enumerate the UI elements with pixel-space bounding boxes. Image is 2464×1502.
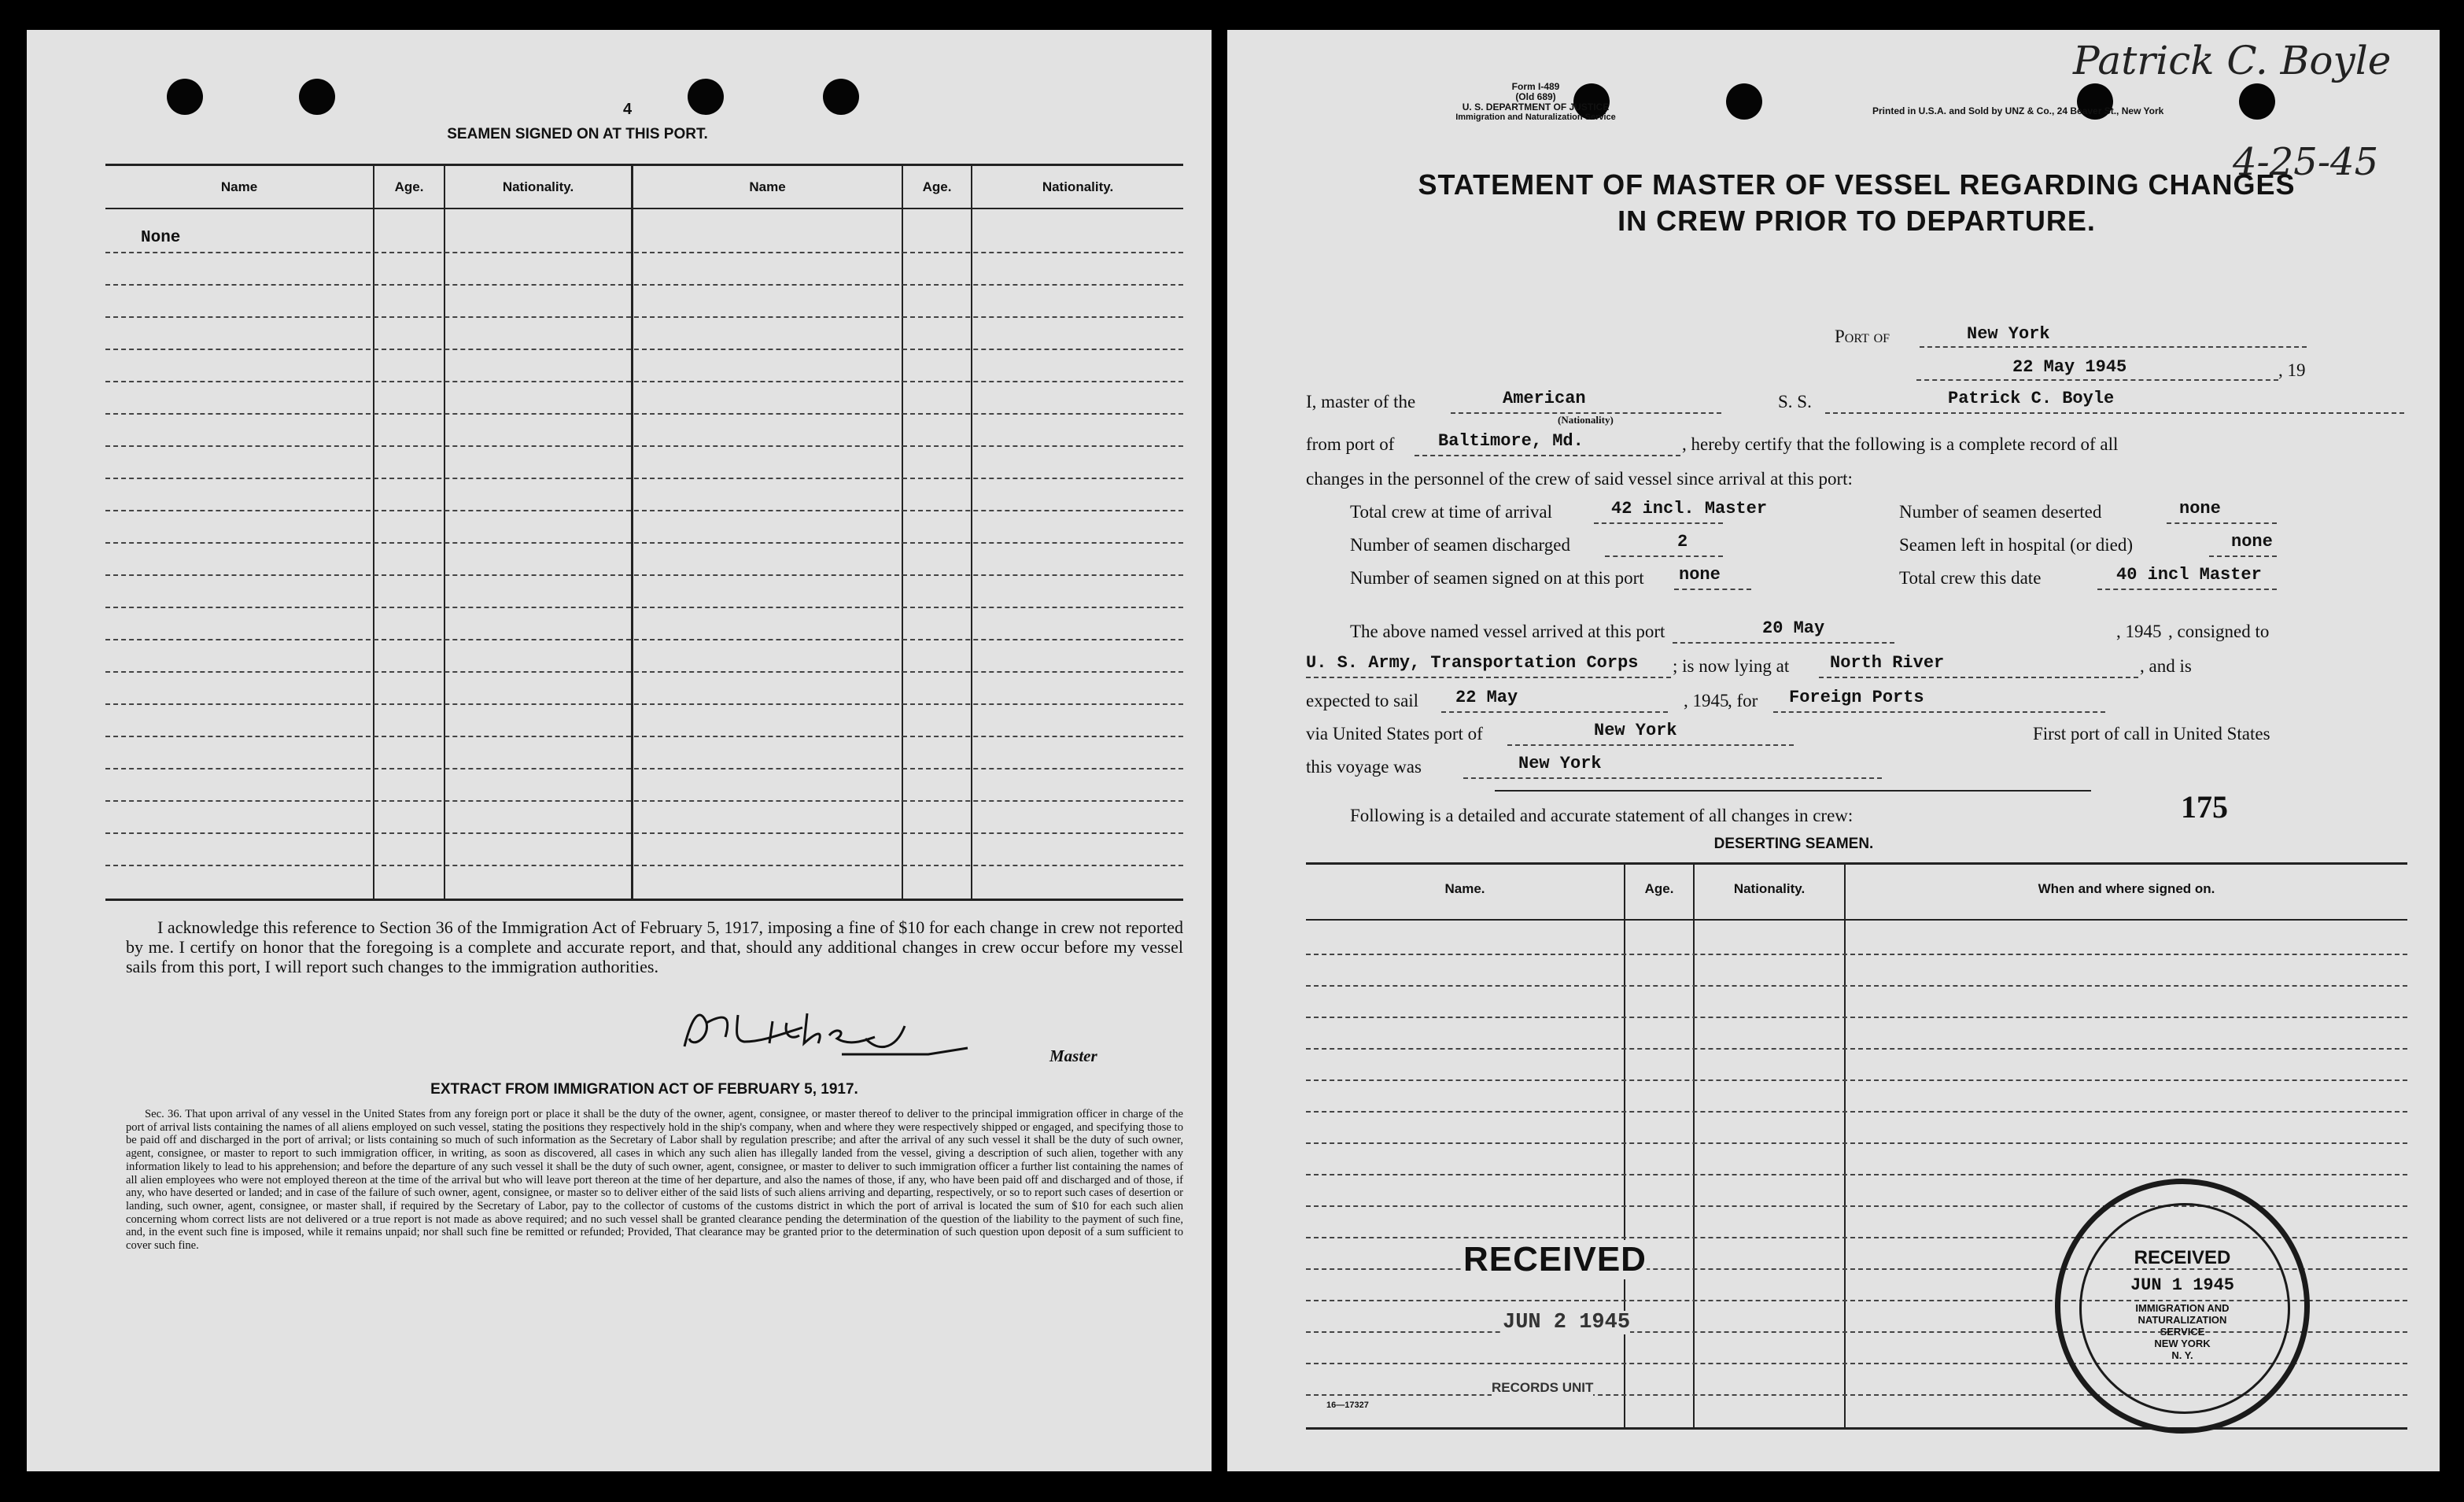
deserting-table-top — [1306, 862, 2407, 865]
lying-value: North River — [1830, 653, 1945, 673]
divider-rule — [1495, 790, 2091, 792]
arrived-year: , 1945 — [2116, 622, 2162, 641]
form-title-line2: IN CREW PRIOR TO DEPARTURE. — [1617, 205, 2096, 237]
round-stamp-line1: IMMIGRATION AND — [2135, 1302, 2230, 1314]
page-number: 4 — [623, 101, 633, 118]
round-stamp-line5: N. Y. — [2171, 1349, 2193, 1361]
changes-text: changes in the personnel of the crew of said vessel since arrival at this port: — [1306, 469, 1853, 489]
punch-hole — [1726, 83, 1762, 120]
ruled-row — [105, 607, 1183, 608]
ruled-row — [105, 445, 1183, 447]
deserting-col-name: Name. — [1444, 881, 1485, 896]
round-stamp-date: JUN 1 1945 — [2130, 1275, 2235, 1295]
col-header-name-2: Name — [749, 179, 786, 194]
ruled-row — [105, 865, 1183, 866]
deserting-col-divider — [1624, 864, 1625, 1427]
ruled-row — [1306, 1017, 2407, 1018]
column-divider — [902, 165, 903, 899]
extract-title: EXTRACT FROM IMMIGRATION ACT OF FEBRUARY 5, 1917. — [430, 1081, 858, 1098]
total-this-date-value: 40 incl Master — [2116, 565, 2262, 585]
ruled-row — [105, 252, 1183, 253]
col-header-nationality-2: Nationality. — [1042, 179, 1114, 194]
ruled-row — [105, 510, 1183, 511]
sail-year: , 1945 — [1684, 691, 1729, 710]
vessel-name: Patrick C. Boyle — [1948, 389, 2115, 408]
ruled-row — [105, 478, 1183, 479]
received-date: JUN 2 1945 — [1503, 1311, 1631, 1334]
records-unit: RECORDS UNIT — [1492, 1380, 1594, 1395]
column-divider — [444, 165, 445, 899]
col-header-nationality: Nationality. — [502, 179, 574, 194]
department: U. S. DEPARTMENT OF JUSTICE — [1462, 101, 1610, 113]
hospital-label: Seamen left in hospital (or died) — [1899, 535, 2134, 555]
deserting-col-divider — [1844, 864, 1846, 1427]
col-header-name: Name — [220, 179, 258, 194]
total-this-date-label: Total crew this date — [1899, 568, 2042, 588]
certify-text: , hereby certify that the following is a complete record of all — [1682, 434, 2119, 454]
discharged-label: Number of seamen discharged — [1350, 535, 1570, 555]
hospital-value: none — [2231, 532, 2273, 552]
extract-body: Sec. 36. That upon arrival of any vessel in the United States from any foreign port or place it shall be the duty of the owner, agent, consignee, or master thereof to deliver to the principal immigration officer in charge of the port of arrival lists containing the names of all aliens employed on such vessel, stating the positions they respectively hold in the ship's company, when and where they were respectively shipped or engaged, and specifying those to be paid off and discharged in the port of arrival; or lists containing so much of such information as the Secretary of Labor shall by regulation prescribe; and after the arrival of any such vessel it shall be the duty of such owner, agent, consignee, or master to report to such immigration officer, in writing, as soon as discovered, all cases in which any such alien has illegally landed from the vessel, giving a description of such alien, together with any information likely to lead to his apprehension; and before the departure of any such vessel it shall be the duty of such owner, agent, consignee, or master to deliver to such immigration officer a further list containing the names of all alien employees who were not employed thereon at the time of the arrival but who will leave port thereon at the time of her departure, and also the names of those, if any, who have been paid off and discharged and of those, if any, who have deserted or landed; and in case of the failure of such owner, agent, consignee, or master so to deliver either of the said lists of such aliens arriving and departing, respectively, or so to report such cases of desertion or landing, such owner, agent, consignee, or master shall, if required by the Secretary of Labor, pay to the collector of customs of the customs district in which the port of arrival is located the sum of $10 for each such alien concerning whom correct lists are not delivered or a true report is not made as above required; and no such vessel shall be granted clearance pending the determination of the question of the liability to the payment of such fine, and, in the event such fine is imposed, while it remains unpaid; nor shall such fine be remitted or refunded; Provided, That clearance may be granted prior to the determination of such question upon deposit of a sum sufficient to cover such fine. — [126, 1108, 1183, 1253]
for-label: , for — [1728, 691, 1758, 710]
right-page — [1227, 30, 2440, 1471]
sail-label: expected to sail — [1306, 691, 1419, 710]
handwritten-date: 4-25-45 — [2233, 140, 2379, 184]
and-is-label: , and is — [2140, 656, 2192, 676]
form-header — [1363, 82, 1709, 123]
round-date-stamp — [2055, 1179, 2310, 1434]
port-label: Port of — [1835, 327, 1890, 346]
ruled-row — [105, 800, 1183, 802]
col-header-age: Age. — [394, 179, 424, 194]
consignee-value: U. S. Army, Transportation Corps — [1306, 653, 1639, 673]
punch-hole — [688, 79, 724, 115]
received-stamp: RECEIVED — [1463, 1240, 1647, 1279]
ruled-row — [1306, 985, 2407, 987]
first-entry: None — [141, 229, 181, 247]
ruled-row — [1306, 954, 2407, 955]
punch-hole — [823, 79, 859, 115]
deserting-col-nationality: Nationality. — [1733, 881, 1806, 896]
total-arrival-value: 42 incl. Master — [1611, 499, 1768, 519]
arrived-value: 20 May — [1762, 618, 1825, 638]
acknowledgement-text: I acknowledge this reference to Section 36 of the Immigration Act of February 5, 1917, imposing a fine of $10 for each change in crew not reported by me. I certify on honor that the foregoing is a complete and accurate report, and that, should any additional changes in crew occur before my vessel sails from this port, I will report such changes to the immigration authorities. — [126, 917, 1183, 976]
table-header-rule — [105, 208, 1183, 209]
lying-label: ; is now lying at — [1673, 656, 1790, 676]
arrived-label: The above named vessel arrived at this port — [1350, 622, 1665, 641]
service: Immigration and Naturalization Service — [1455, 113, 1616, 122]
ruled-row — [1306, 1142, 2407, 1144]
ruled-row — [105, 768, 1183, 769]
ruled-row — [1306, 1174, 2407, 1175]
deserting-col-age: Age. — [1644, 881, 1674, 896]
form-title-line1: STATEMENT OF MASTER OF VESSEL REGARDING CHANGES — [1418, 168, 2296, 201]
voyage-label: this voyage was — [1306, 757, 1422, 777]
master-signature — [669, 991, 976, 1070]
ruled-row — [105, 413, 1183, 415]
column-divider — [373, 165, 374, 899]
ruled-row — [1306, 1048, 2407, 1050]
left-page — [27, 30, 1212, 1471]
voyage-value: New York — [1518, 754, 1602, 773]
round-stamp-line3: SERVICE — [2160, 1326, 2205, 1338]
nationality-caption: (Nationality) — [1558, 414, 1614, 426]
ss-label: S. S. — [1778, 392, 1812, 411]
ruled-row — [105, 736, 1183, 737]
round-stamp-line2: NATURALIZATION — [2138, 1314, 2227, 1326]
year-prefix: , 19 — [2278, 360, 2306, 380]
master-label: Master — [1049, 1046, 1097, 1065]
signed-value: none — [1679, 565, 1721, 585]
from-port-value: Baltimore, Md. — [1438, 431, 1584, 451]
following-text: Following is a detailed and accurate statement of all changes in crew: — [1350, 806, 1854, 825]
ruled-row — [105, 542, 1183, 544]
table-top-rule — [105, 164, 1183, 166]
punch-hole — [299, 79, 335, 115]
nationality-value: American — [1503, 389, 1586, 408]
round-stamp-line4: NEW YORK — [2154, 1338, 2211, 1349]
sheet-number: 175 — [2181, 789, 2228, 825]
printer-credit: Printed in U.S.A. and Sold by UNZ & Co., 24 Beaver St., New York — [1872, 105, 2164, 116]
form-old-number: (Old 689) — [1515, 91, 1556, 102]
via-value: New York — [1594, 721, 1677, 740]
sail-value: 22 May — [1455, 688, 1518, 707]
deserting-title: DESERTING SEAMEN. — [1713, 836, 1874, 852]
ruled-row — [105, 316, 1183, 318]
ruled-row — [105, 703, 1183, 705]
consigned-label: , consigned to — [2168, 622, 2270, 641]
first-port-label: First port of call in United States — [2033, 724, 2270, 744]
deserted-value: none — [2179, 499, 2221, 519]
deserted-label: Number of seamen deserted — [1899, 502, 2102, 522]
punch-hole — [167, 79, 203, 115]
ruled-row — [105, 381, 1183, 382]
deserting-table-header-rule — [1306, 919, 2407, 921]
column-divider — [631, 165, 633, 899]
ruled-row — [1306, 1111, 2407, 1113]
port-value: New York — [1967, 324, 2050, 344]
form-number: Form I-489 — [1511, 81, 1560, 92]
ruled-row — [105, 639, 1183, 640]
master-of-label: I, master of the — [1306, 392, 1416, 411]
ruled-row — [105, 574, 1183, 576]
deserting-table-bottom — [1306, 1427, 2407, 1430]
column-divider — [971, 165, 972, 899]
ruled-row — [105, 671, 1183, 673]
from-port-label: from port of — [1306, 434, 1395, 454]
left-page-title: SEAMEN SIGNED ON AT THIS PORT. — [447, 126, 708, 142]
form-code: 16—17327 — [1326, 1401, 1369, 1410]
for-value: Foreign Ports — [1789, 688, 1924, 707]
via-label: via United States port of — [1306, 724, 1483, 744]
punch-hole — [2239, 83, 2275, 120]
ruled-row — [105, 284, 1183, 286]
date-value: 22 May 1945 — [2012, 357, 2127, 377]
table-bottom-rule — [105, 899, 1183, 901]
svg-text:P.L.Hickey: P.L.Hickey — [669, 991, 673, 992]
ruled-row — [1306, 1079, 2407, 1081]
deserting-col-divider — [1693, 864, 1695, 1427]
discharged-value: 2 — [1677, 532, 1688, 552]
ruled-row — [105, 349, 1183, 350]
col-header-age-2: Age. — [922, 179, 952, 194]
deserting-col-signed-on: When and where signed on. — [2038, 881, 2215, 896]
ruled-row — [105, 832, 1183, 834]
round-stamp-received: RECEIVED — [2134, 1247, 2231, 1268]
handwritten-name: Patrick C. Boyle — [2073, 38, 2392, 83]
total-arrival-label: Total crew at time of arrival — [1350, 502, 1553, 522]
signed-label: Number of seamen signed on at this port — [1350, 568, 1644, 588]
